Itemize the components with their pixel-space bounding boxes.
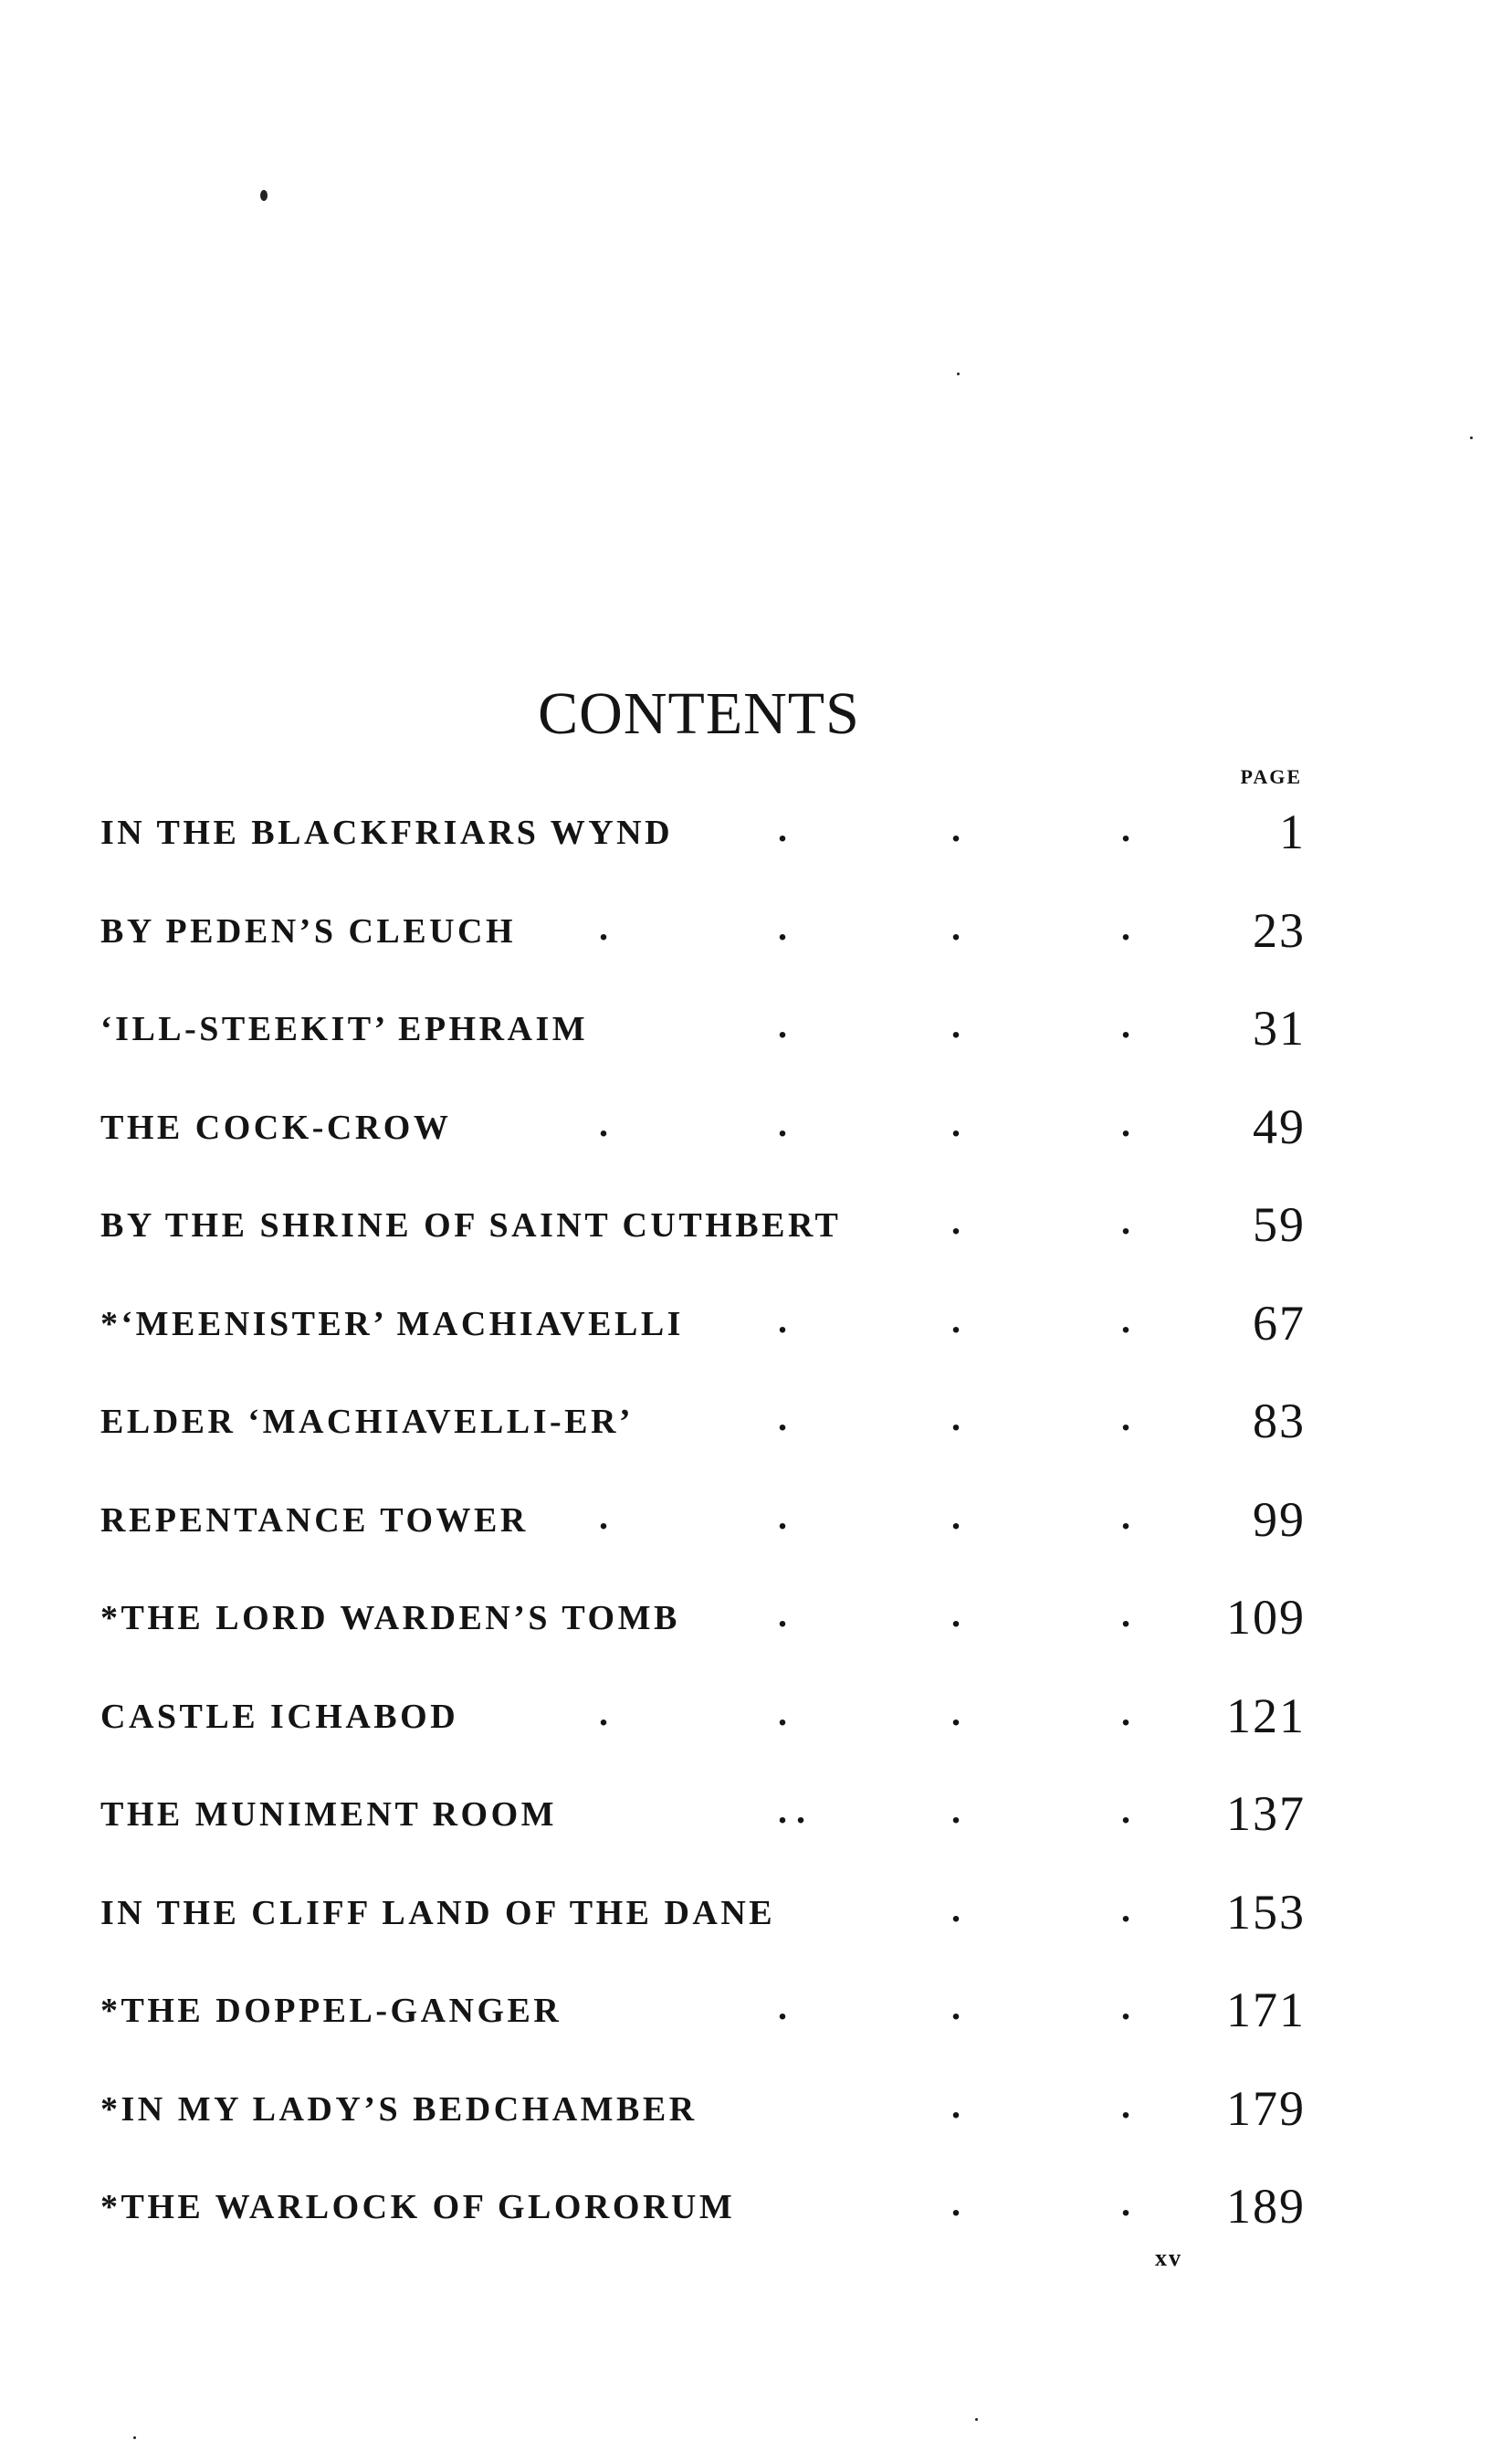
dot-leader: . (778, 1004, 787, 1046)
dot-leader: . (951, 1102, 961, 1144)
toc-entry-page: 121 (1226, 1688, 1306, 1743)
toc-entry[interactable] (100, 1982, 1306, 2080)
dot-leader: . (1121, 1495, 1130, 1537)
toc-entry-page: 189 (1226, 2179, 1306, 2234)
dot-leader: . (778, 808, 787, 849)
table-of-contents (100, 804, 1306, 2277)
dot-leader: . (951, 1397, 961, 1438)
dot-leader: . (951, 1986, 961, 2027)
dot-leader: . (778, 1495, 787, 1537)
dot-leader: . (1121, 1299, 1130, 1341)
toc-entry-title: BY PEDEN’S CLEUCH (100, 911, 517, 951)
ink-speck (260, 190, 268, 201)
toc-entry-title: *‘MEENISTER’ MACHIAVELLI (100, 1304, 684, 1343)
dot-leader: . (951, 1201, 961, 1242)
toc-entry[interactable] (100, 1785, 1306, 1884)
toc-entry[interactable] (100, 804, 1306, 902)
toc-entry-page: 1 (1279, 805, 1306, 859)
toc-entry[interactable] (100, 1688, 1306, 1786)
toc-entry[interactable] (100, 1196, 1306, 1295)
dot-leader: . (599, 1691, 608, 1733)
dot-leader: . (951, 1888, 961, 1930)
toc-entry-page: 153 (1226, 1884, 1306, 1940)
dot-leader: . (778, 906, 787, 948)
toc-entry[interactable] (100, 1491, 1306, 1590)
dot-leader: . (951, 1593, 961, 1635)
dot-leader: . (951, 1790, 961, 1831)
dot-leader: . (1121, 1593, 1130, 1635)
ink-speck (975, 2418, 978, 2421)
toc-entry-page: 49 (1253, 1099, 1306, 1154)
dot-leader: . (1121, 2084, 1130, 2126)
toc-entry-page: 109 (1226, 1590, 1306, 1645)
toc-entry-title: REPENTANCE TOWER (100, 1500, 529, 1540)
page-title: CONTENTS (538, 680, 860, 748)
toc-entry-page: 31 (1253, 1001, 1306, 1056)
toc-entry-page: 99 (1253, 1491, 1306, 1547)
dot-leader: . (599, 1495, 608, 1537)
toc-entry-page: 179 (1226, 2080, 1306, 2136)
dot-leader: . . (778, 1790, 805, 1831)
toc-entry-title: THE COCK-CROW (100, 1108, 452, 1147)
dot-leader: . (1121, 2182, 1130, 2224)
dot-leader: . (778, 1102, 787, 1144)
dot-leader: . (1121, 1397, 1130, 1438)
toc-entry-title: ‘ILL-STEEKIT’ EPHRAIM (100, 1010, 589, 1048)
page-column-label: PAGE (1240, 765, 1302, 788)
dot-leader: . (1121, 1201, 1130, 1242)
toc-entry-page: 59 (1253, 1197, 1306, 1252)
toc-entry[interactable] (100, 1099, 1306, 1197)
toc-entry[interactable] (100, 1589, 1306, 1688)
toc-entry-page: 67 (1253, 1295, 1306, 1351)
toc-entry-title: IN THE BLACKFRIARS WYND (100, 814, 674, 852)
toc-entry-page: 83 (1253, 1394, 1306, 1448)
dot-leader: . (951, 1004, 961, 1046)
dot-leader: . (1121, 808, 1130, 849)
dot-leader: . (1121, 1004, 1130, 1046)
toc-entry-title: *THE LORD WARDEN’S TOMB (100, 1599, 680, 1637)
toc-entry-title: IN THE CLIFF LAND OF THE DANE (100, 1893, 776, 1932)
toc-entry-title: THE MUNIMENT ROOM (100, 1795, 558, 1834)
dot-leader: . (951, 1299, 961, 1341)
ink-speck (957, 373, 960, 375)
toc-entry-title: CASTLE ICHABOD (100, 1697, 459, 1736)
dot-leader: . (599, 1102, 608, 1144)
toc-entry[interactable] (100, 1393, 1306, 1491)
dot-leader: . (778, 1691, 787, 1733)
toc-entry-title: ELDER ‘MACHIAVELLI-ER’ (100, 1403, 635, 1441)
toc-entry[interactable] (100, 1000, 1306, 1099)
ink-speck (1470, 436, 1473, 439)
ink-speck (133, 2436, 136, 2439)
toc-entry[interactable] (100, 2178, 1306, 2277)
toc-entry[interactable] (100, 1295, 1306, 1394)
dot-leader: . (778, 1299, 787, 1341)
dot-leader: . (599, 906, 608, 948)
dot-leader: . (778, 1986, 787, 2027)
toc-entry[interactable] (100, 1884, 1306, 1982)
dot-leader: . (951, 2084, 961, 2126)
toc-entry-page: 137 (1226, 1786, 1306, 1841)
dot-leader: . (951, 1691, 961, 1733)
toc-entry-page: 171 (1226, 1982, 1306, 2037)
dot-leader: . (1121, 1790, 1130, 1831)
dot-leader: . (778, 1397, 787, 1438)
toc-entry-title: *THE DOPPEL-GANGER (100, 1992, 562, 2030)
dot-leader: . (1121, 1888, 1130, 1930)
dot-leader: . (1121, 1986, 1130, 2027)
toc-entry-page: 23 (1253, 902, 1306, 958)
page-folio-number: xv (1155, 2245, 1182, 2271)
dot-leader: . (951, 2182, 961, 2224)
dot-leader: . (951, 1495, 961, 1537)
dot-leader: . (951, 808, 961, 849)
dot-leader: . (951, 906, 961, 948)
toc-entry[interactable] (100, 2080, 1306, 2179)
toc-entry[interactable] (100, 902, 1306, 1001)
dot-leader: . (778, 1593, 787, 1635)
dot-leader: . (1121, 906, 1130, 948)
dot-leader: . (1121, 1691, 1130, 1733)
dot-leader: . (1121, 1102, 1130, 1144)
toc-entry-title: *THE WARLOCK OF GLORORUM (100, 2188, 736, 2226)
toc-entry-title: *IN MY LADY’S BEDCHAMBER (100, 2089, 698, 2129)
toc-entry-title: BY THE SHRINE OF SAINT CUTHBERT (100, 1206, 842, 1245)
